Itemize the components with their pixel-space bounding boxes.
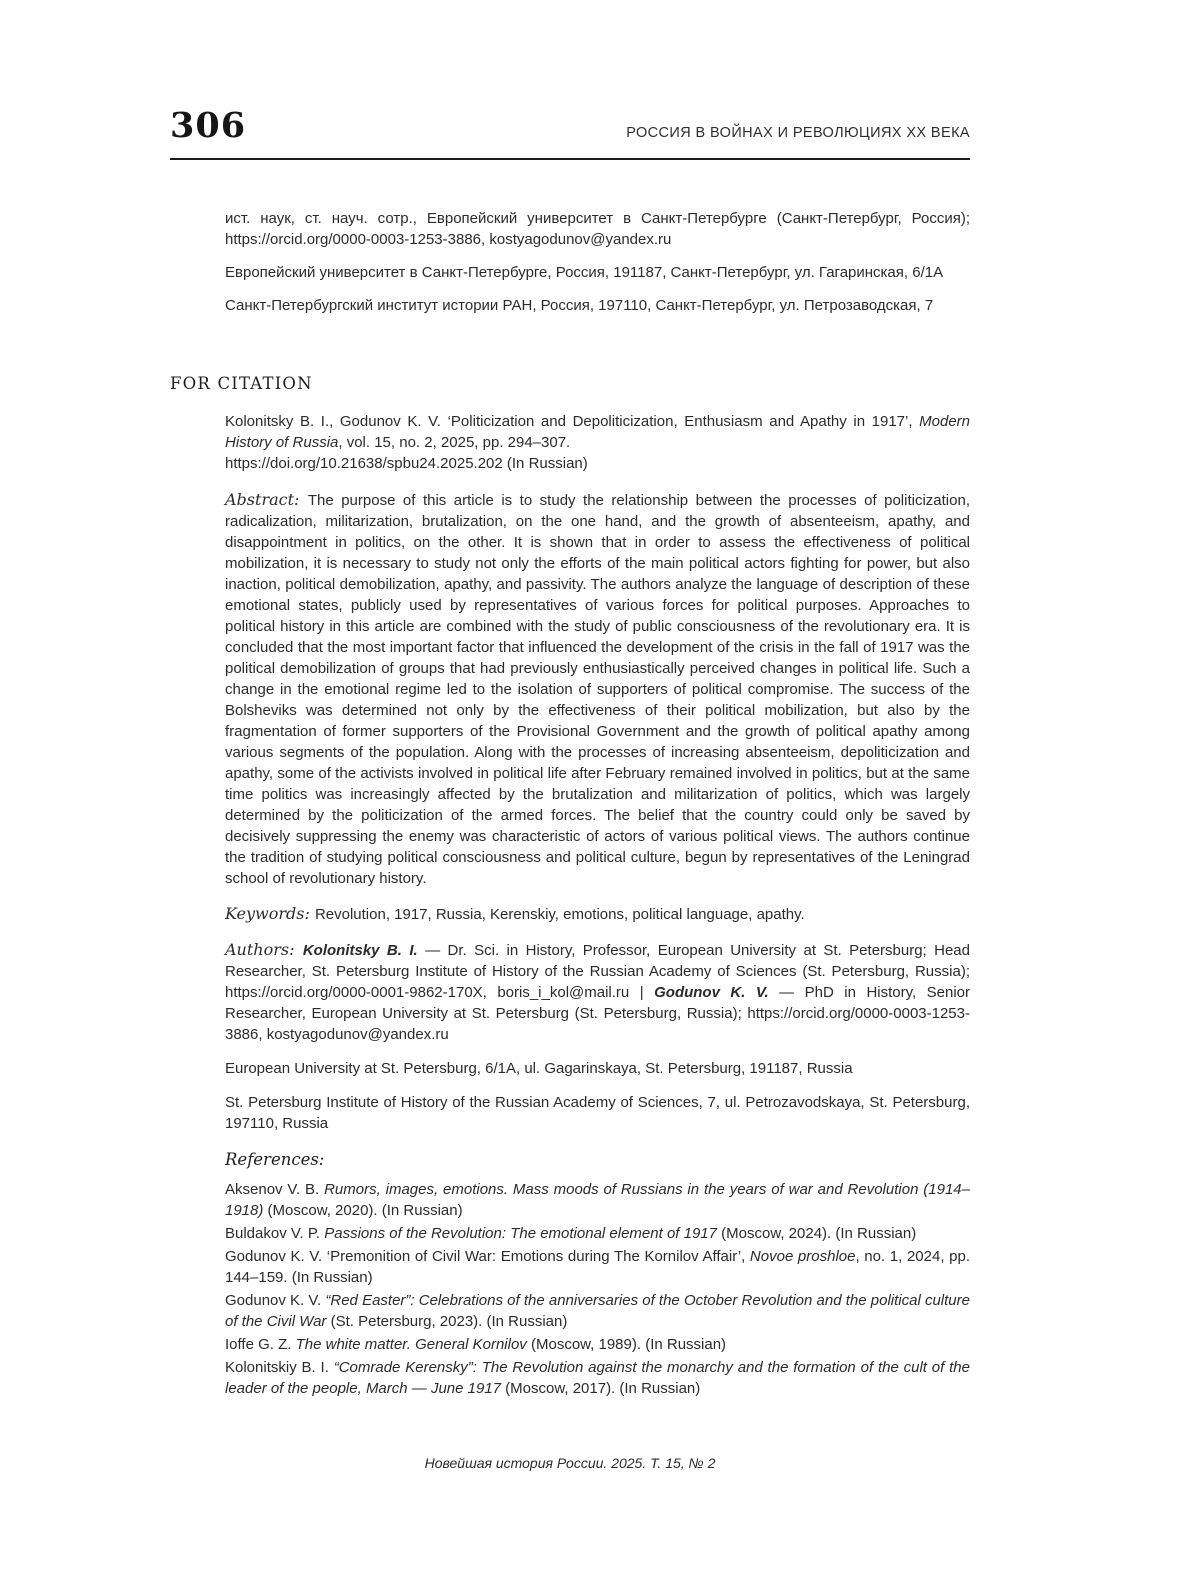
abstract-paragraph: Abstract: The purpose of this article is to study the relationship between the processes of politicization, radicalization, militarization, brutalization, on the one hand, and the growth of absenteeism, apathy, and disappointment in politics, on the other. It is shown that in order to assess the effectiveness of political mobilization, it is necessary to study not only the efforts of the main political actors fighting for power, but also inaction, political demobilization, apathy, and passivity. The authors analyze the language of description of these emotional states, publicly used by representatives of various forces for political purposes. Approaches to political history in this article are combined with the study of public consciousness of the revolutionary era. It is concluded that the most important factor that influenced the development of the crisis in the fall of 1917 was the political demobilization of groups that had previously enthusiastically perceived changes in political life. Such a change in the emotional regime led to the isolation of supporters of political compromise. The success of the Bolsheviks was determined not only by the effectiveness of their political mobilization, but also by the fragmentation of former supporters of the Provisional Government and the growth of political apathy among various segments of the population. Along with the processes of increasing absenteeism, depoliticization and apathy, some of the activists involved in political life after February remained involved in politics, but at the same time politics was increasingly affected by the brutalization and militarization of politics, which was largely determined by the politicization of the armed forces. The belief that the country could only be saved by decisively suppressing the enemy was characteristic of actors of various political views. The authors continue the tradition of studying political consciousness and political culture, begun by representatives of the Leningrad school of revolutionary history.: [225, 490, 970, 887]
references-heading: References:: [225, 1150, 325, 1169]
keywords-paragraph: Keywords: Revolution, 1917, Russia, Kerenskiy, emotions, political language, apathy.: [225, 904, 805, 923]
page-header: [170, 105, 970, 160]
affiliation-address-en-1: European University at St. Petersburg, 6/1A, ul. Gagarinskaya, St. Petersburg, 191187, Russia: [225, 1060, 853, 1077]
references-list: [225, 1177, 970, 1399]
affiliation-paragraph-ru-1: ист. наук, ст. науч. сотр., Европейский университет в Санкт-Петербурге (Санкт-Петербург, Россия); https://orcid.org/0000-0003-1253-3886, kostyagodunov@yandex.ru: [225, 210, 970, 248]
running-title: РОССИЯ В ВОЙНАХ И РЕВОЛЮЦИЯХ XX ВЕКА: [626, 125, 970, 141]
page-number: 306: [170, 105, 247, 146]
page-footer: Новейшая история России. 2025. Т. 15, № 2: [424, 1455, 716, 1471]
reference-item-3: Godunov K. V. ‘Premonition of Civil War: Emotions during The Kornilov Affair’, Novoe proshloe, no. 1, 2024, pp. 144–159. (In Russian): [225, 1248, 970, 1286]
reference-item-5: Ioffe G. Z. The white matter. General Kornilov (Moscow, 1989). (In Russian): [225, 1336, 727, 1353]
citation-paragraph: Kolonitsky B. I., Godunov K. V. ‘Politicization and Depoliticization, Enthusiasm and Apathy in 1917’, Modern History of Russia, vol. 15, no. 2, 2025, pp. 294–307. https://doi.org/10.21638/spbu24.2025.202 (In Russian): [225, 413, 970, 472]
affiliation-paragraph-ru-3: Санкт-Петербургский институт истории РАН, Россия, 197110, Санкт-Петербург, ул. Петрозаводская, 7: [225, 297, 934, 314]
russian-affiliations: [170, 208, 970, 316]
affiliation-paragraph-ru-2: Европейский университет в Санкт-Петербурге, Россия, 191187, Санкт-Петербург, ул. Гагаринская, 6/1А: [225, 264, 944, 281]
reference-item-4: Godunov K. V. “Red Easter”: Celebrations of the anniversaries of the October Revolution and the political culture of the Civil War (St. Petersburg, 2023). (In Russian): [225, 1292, 970, 1330]
affiliation-address-en-2: St. Petersburg Institute of History of the Russian Academy of Sciences, 7, ul. Petrozavodskaya, St. Petersburg, 197110, Russia: [225, 1094, 970, 1132]
reference-item-2: Buldakov V. P. Passions of the Revolution: The emotional element of 1917 (Moscow, 2024). (In Russian): [225, 1225, 917, 1242]
for-citation-heading: FOR CITATION: [170, 374, 313, 393]
authors-paragraph: Authors: Kolonitsky B. I. — Dr. Sci. in History, Professor, European University at St. Petersburg; Head Researcher, St. Petersburg Institute of History of the Russian Academy of Sciences (St. Petersburg, Russia); https://orcid.org/0000-0001-9862-170X, boris_i_kol@mail.ru | Godunov K. V. — PhD in History, Senior Researcher, European University at St. Petersburg (St. Petersburg, Russia); https://orcid.org/0000-0003-1253-3886, kostyagodunov@yandex.ru: [225, 940, 971, 1043]
reference-item-1: Aksenov V. B. Rumors, images, emotions. Mass moods of Russians in the years of war and Revolution (1914–1918) (Moscow, 2020). (In Russian): [225, 1181, 970, 1219]
reference-item-6: Kolonitskiy B. I. “Comrade Kerensky”: The Revolution against the monarchy and the formation of the cult of the leader of the people, March — June 1917 (Moscow, 2017). (In Russian): [225, 1359, 970, 1397]
